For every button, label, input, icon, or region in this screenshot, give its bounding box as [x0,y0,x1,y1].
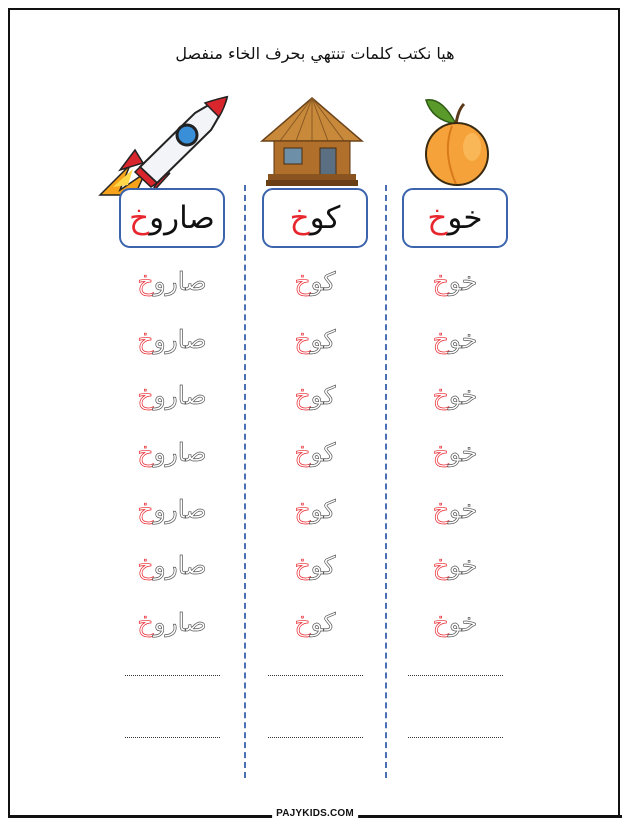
trace-word [255,608,375,638]
trace-word [395,267,515,297]
trace-word [255,381,375,411]
rocket-icon [95,95,230,200]
trace-ending-letter: خ [137,381,154,410]
word-ending-letter: خ [289,200,310,236]
trace-base: صارو [153,495,207,524]
peach-icon [422,92,492,192]
trace-word [395,551,515,581]
worksheet-title: هيا نكتب كلمات تنتهي بحرف الخاء منفصل [175,44,455,63]
word-base: كو [309,200,341,236]
trace-base: خو [448,608,478,637]
trace-base: كو [310,381,336,410]
word-box-0 [119,188,225,248]
trace-ending-letter: خ [294,325,311,354]
trace-ending-letter: خ [137,325,154,354]
trace-ending-letter: خ [294,551,311,580]
trace-base: كو [310,495,336,524]
trace-base: صارو [153,267,207,296]
word-base: صارو [149,200,215,236]
writing-line[interactable] [268,737,363,738]
trace-base: خو [448,381,478,410]
word-box-1 [262,188,368,248]
trace-word [112,381,232,411]
trace-ending-letter: خ [137,608,154,637]
trace-ending-letter: خ [294,267,311,296]
trace-base: صارو [153,325,207,354]
trace-base: كو [310,608,336,637]
trace-word [395,325,515,355]
trace-ending-letter: خ [137,438,154,467]
trace-base: كو [310,438,336,467]
trace-ending-letter: خ [432,438,449,467]
column-divider [244,185,246,778]
trace-base: كو [310,551,336,580]
trace-word [395,608,515,638]
word-ending-letter: خ [129,200,150,236]
word-ending-letter: خ [427,200,448,236]
writing-line[interactable] [125,737,220,738]
writing-line[interactable] [408,675,503,676]
trace-word [112,551,232,581]
trace-base: خو [448,325,478,354]
trace-word [255,325,375,355]
trace-ending-letter: خ [432,325,449,354]
trace-word [255,438,375,468]
trace-ending-letter: خ [294,495,311,524]
trace-word [112,325,232,355]
trace-base: خو [448,495,478,524]
word-box-2 [402,188,508,248]
trace-base: صارو [153,608,207,637]
trace-ending-letter: خ [294,381,311,410]
trace-word [395,495,515,525]
trace-word [255,267,375,297]
trace-ending-letter: خ [432,551,449,580]
column-divider [385,185,387,778]
trace-ending-letter: خ [432,495,449,524]
hut-icon [258,96,366,188]
trace-base: كو [310,325,336,354]
trace-base: خو [448,438,478,467]
word-base: خو [447,200,483,236]
writing-line[interactable] [125,675,220,676]
trace-word [255,551,375,581]
footer-site: PAJYKIDS.COM [272,808,358,819]
trace-word [395,381,515,411]
writing-line[interactable] [268,675,363,676]
trace-word [112,438,232,468]
trace-word [255,495,375,525]
trace-base: كو [310,267,336,296]
trace-ending-letter: خ [137,267,154,296]
trace-word [112,495,232,525]
trace-ending-letter: خ [432,267,449,296]
trace-ending-letter: خ [294,438,311,467]
trace-base: خو [448,551,478,580]
trace-ending-letter: خ [432,381,449,410]
trace-ending-letter: خ [294,608,311,637]
trace-word [112,267,232,297]
trace-base: صارو [153,381,207,410]
trace-ending-letter: خ [432,608,449,637]
trace-ending-letter: خ [137,551,154,580]
trace-word [112,608,232,638]
trace-base: خو [448,267,478,296]
trace-ending-letter: خ [137,495,154,524]
trace-word [395,438,515,468]
trace-base: صارو [153,551,207,580]
trace-base: صارو [153,438,207,467]
writing-line[interactable] [408,737,503,738]
